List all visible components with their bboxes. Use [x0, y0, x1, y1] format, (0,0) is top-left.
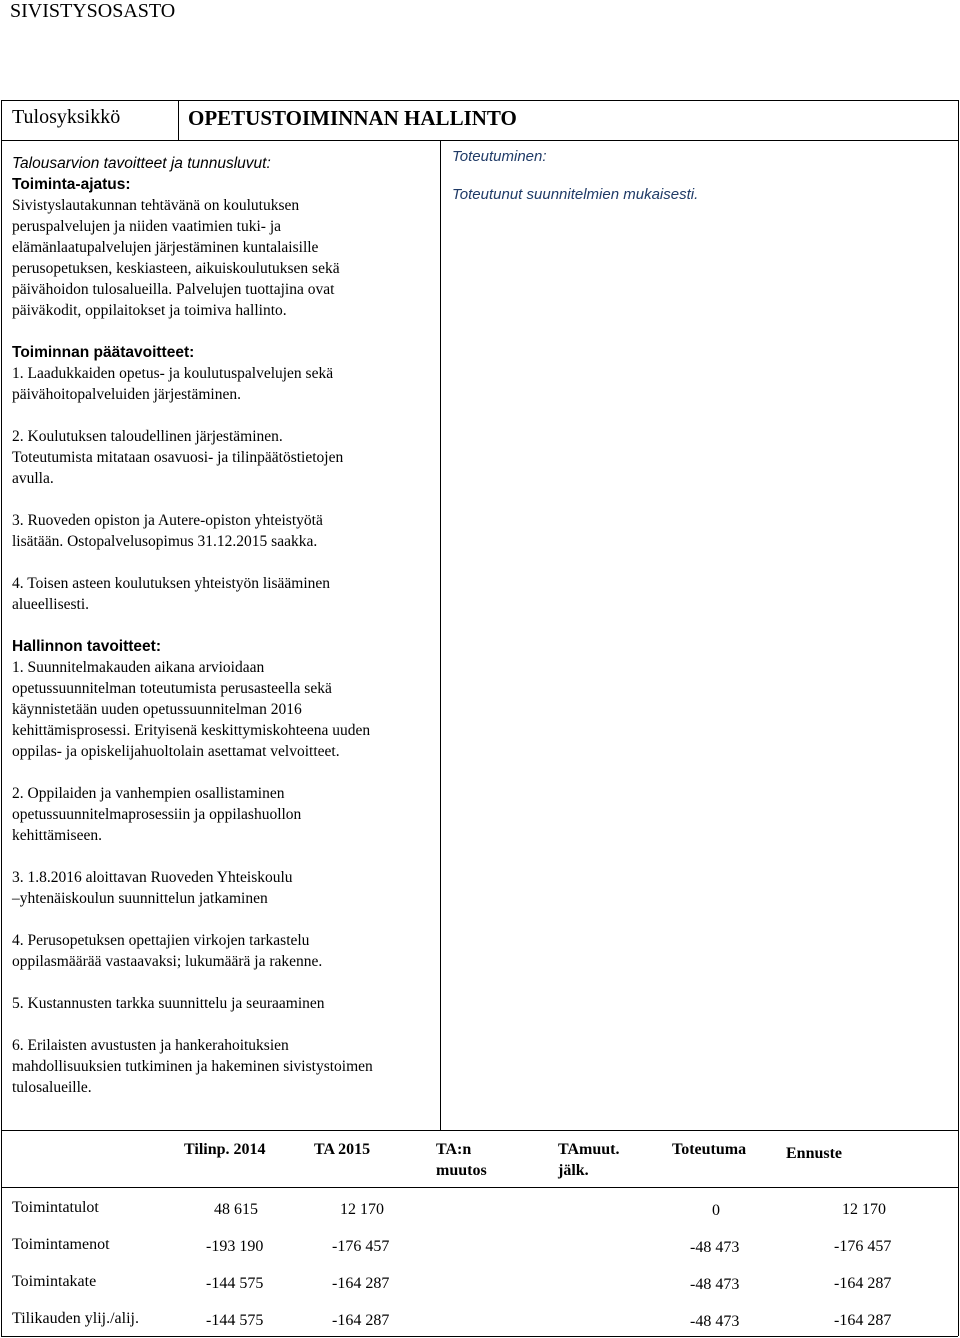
ideology-line: perusopetuksen, keskiasteen, aikuiskoulutuksen sekä: [12, 260, 340, 277]
cell-ta-2015: -164 287: [332, 1275, 390, 1292]
budget-intro: Talousarvion tavoitteet ja tunnusluvut:: [12, 155, 271, 172]
cell-ennuste: -164 287: [834, 1275, 892, 1292]
goal-line: oppilasmäärää vastaavaksi; lukumäärä ja rakenne.: [12, 953, 323, 970]
goal-line: 6. Erilaisten avustusten ja hankerahoituksien: [12, 1037, 289, 1054]
cell-ta-2015: -176 457: [332, 1238, 390, 1255]
realization-column: [452, 148, 942, 203]
cell-ennuste: 12 170: [842, 1201, 886, 1218]
col-header-ta-muutos: [436, 1139, 487, 1181]
right-border: [958, 100, 959, 1130]
admin-goal-item: [12, 657, 432, 762]
unit-name: OPETUSTOIMINNAN HALLINTO: [188, 106, 517, 130]
left-border: [1, 100, 2, 1130]
goal-line: tulosalueille.: [12, 1079, 92, 1096]
goal-line: 3. Ruoveden opiston ja Autere-opiston yhteistyötä: [12, 512, 323, 529]
goal-line: kehittämisprosessi. Erityisenä keskittymiskohteena uuden: [12, 722, 371, 739]
col-header-ta-2015: TA 2015: [314, 1141, 371, 1158]
admin-goal-item: [12, 783, 432, 846]
admin-goal-item: [12, 867, 432, 909]
cell-ta-2015: -164 287: [332, 1312, 390, 1329]
goal-line: opetussuunnitelman toteutumista perusasteella sekä: [12, 680, 332, 697]
goal-line: alueellisesti.: [12, 596, 90, 613]
finance-bottom-border: [1, 1336, 958, 1337]
ideology-line: päivähoidon tulosalueilla. Palvelujen tuottajina ovat: [12, 281, 335, 298]
ideology-title: Toiminta-ajatus:: [12, 176, 131, 193]
cell-toteutuma: -48 473: [690, 1239, 740, 1256]
goal-line: avulla.: [12, 470, 54, 487]
cell-tilinp-2014: 48 615: [214, 1201, 258, 1218]
header-line: jälk.: [558, 1162, 589, 1179]
main-goal-item: [12, 510, 432, 552]
admin-goal-item: [12, 993, 432, 1014]
admin-goal-item: [12, 930, 432, 972]
goal-line: mahdollisuuksien tutkiminen ja hakeminen sivistystoimen: [12, 1058, 373, 1075]
goal-line: 3. 1.8.2016 aloittavan Ruoveden Yhteiskoulu: [12, 869, 293, 886]
goal-line: käynnistetään uuden opetussuunnitelman 2016: [12, 701, 302, 718]
goal-line: 2. Koulutuksen taloudellinen järjestäminen.: [12, 428, 283, 445]
cell-toteutuma: -48 473: [690, 1313, 740, 1330]
col-header-toteutuma: Toteutuma: [672, 1141, 747, 1158]
finance-left-border: [1, 1130, 2, 1336]
goal-line: 4. Toisen asteen koulutuksen yhteistyön lisääminen: [12, 575, 331, 592]
ideology-line: elämänlaatupalvelujen järjestäminen kuntalaisille: [12, 239, 319, 256]
col-header-ennuste: Ennuste: [786, 1145, 843, 1162]
unit-label: Tulosyksikkö: [12, 106, 121, 128]
cell-ta-2015: 12 170: [340, 1201, 384, 1218]
cell-tilinp-2014: -193 190: [206, 1238, 264, 1255]
unit-row-bottom-border: [1, 140, 958, 141]
ideology-text: [12, 195, 432, 321]
ideology-line: päiväkodit, oppilaitokset ja toimiva hallinto.: [12, 302, 287, 319]
column-divider: [440, 140, 441, 1130]
goal-line: Toteutumista mitataan osavuosi- ja tilinpäätöstietojen: [12, 449, 344, 466]
finance-header-bottom: [1, 1187, 958, 1188]
main-goal-item: [12, 573, 432, 615]
goal-line: 2. Oppilaiden ja vanhempien osallistaminen: [12, 785, 285, 802]
row-label-toimintakate: Toimintakate: [12, 1273, 97, 1290]
goal-line: päivähoitopalveluiden järjestäminen.: [12, 386, 241, 403]
goal-line: lisätään. Ostopalvelusopimus 31.12.2015 saakka.: [12, 533, 318, 550]
admin-goals-title: Hallinnon tavoitteet:: [12, 638, 161, 655]
header-line: TAmuut.: [558, 1141, 620, 1158]
main-goal-item: [12, 426, 432, 489]
goals-column: [12, 153, 432, 1098]
goal-line: 1. Suunnitelmakauden aikana arvioidaan: [12, 659, 265, 676]
admin-goal-item: [12, 1035, 432, 1098]
cell-tilinp-2014: -144 575: [206, 1275, 264, 1292]
goal-line: 4. Perusopetuksen opettajien virkojen tarkastelu: [12, 932, 310, 949]
goal-line: 1. Laadukkaiden opetus- ja koulutuspalvelujen sekä: [12, 365, 334, 382]
unit-divider: [178, 100, 179, 140]
ideology-line: Sivistyslautakunnan tehtävänä on koulutuksen: [12, 197, 300, 214]
goal-line: 5. Kustannusten tarkka suunnittelu ja seuraaminen: [12, 995, 325, 1012]
header-line: TA:n: [436, 1141, 472, 1158]
realization-text: Toteutunut suunnitelmien mukaisesti.: [452, 186, 699, 203]
cell-tilinp-2014: -144 575: [206, 1312, 264, 1329]
finance-header-top: [1, 1130, 958, 1131]
row-label-toimintamenot: Toimintamenot: [12, 1236, 110, 1253]
goal-line: opetussuunnitelmaprosessiin ja oppilashuollon: [12, 806, 302, 823]
table-top-border: [1, 100, 958, 101]
header-line: muutos: [436, 1162, 487, 1179]
row-label-toimintatulot: Toimintatulot: [12, 1199, 99, 1216]
realization-title: Toteutuminen:: [452, 148, 547, 165]
goal-line: kehittämiseen.: [12, 827, 102, 844]
cell-ennuste: -176 457: [834, 1238, 892, 1255]
department-title: SIVISTYSOSASTO: [10, 0, 176, 22]
main-goals-title: Toiminnan päätavoitteet:: [12, 344, 195, 361]
goal-line: –yhtenäiskoulun suunnittelun jatkaminen: [12, 890, 268, 907]
col-header-tamuut-jalk: [558, 1139, 620, 1181]
row-label-tilikauden-ylij-alij: Tilikauden ylij./alij.: [12, 1310, 139, 1327]
cell-toteutuma: 0: [712, 1202, 720, 1219]
main-goal-item: [12, 363, 432, 405]
goal-line: oppilas- ja opiskelijahuoltolain asettamat velvoitteet.: [12, 743, 340, 760]
col-header-tilinp-2014: Tilinp. 2014: [184, 1141, 266, 1158]
cell-toteutuma: -48 473: [690, 1276, 740, 1293]
cell-ennuste: -164 287: [834, 1312, 892, 1329]
finance-right-border: [958, 1130, 959, 1336]
ideology-line: peruspalvelujen ja niiden vaatimien tuki- ja: [12, 218, 282, 235]
